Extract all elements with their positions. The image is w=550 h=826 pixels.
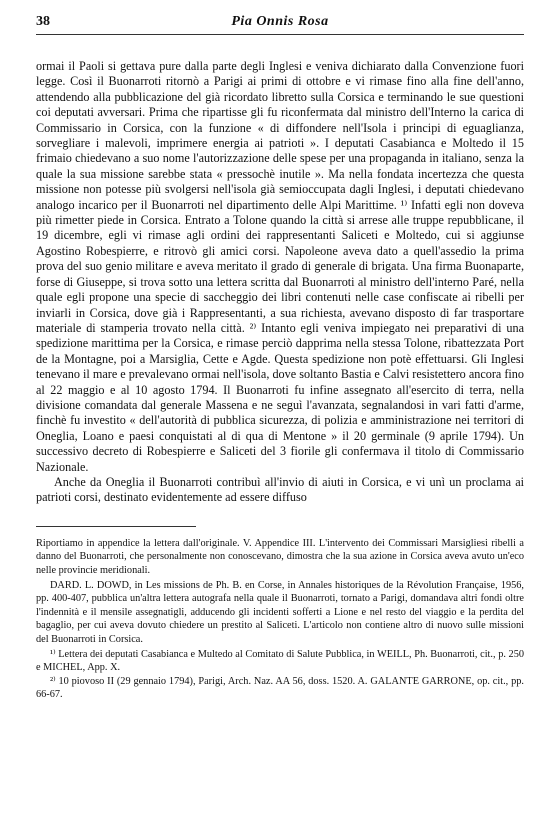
body-paragraph-2: Anche da Oneglia il Buonarroti contribuì all'invio di aiuti in Corsica, e vi unì un proclama ai patrioti corsi, destinato evidentemente ad essere diffuso xyxy=(36,474,524,505)
main-text xyxy=(36,59,524,506)
page-number: 38 xyxy=(36,14,50,29)
footnotes xyxy=(36,537,524,702)
running-title: Pia Onnis Rosa xyxy=(231,14,329,29)
footnote-separator xyxy=(36,526,196,527)
footnote-dowd: DARD. L. DOWD, in Les missions de Ph. B. en Corse, in Annales historiques de la Révolution Française, 1956, pp. 400-407, pubblica un'altra lettera autografa nella quale il Buonarroti, tornato a Parigi, domandava altri fondi oltre l'indennità e il mensile assegnatigli, adducendo gli incidenti sofferti a Lione e nel resto del viaggio e la perdita del bagaglio, per cui aveva dovuto chiedere un prestito al Saliceti. L'articolo non contiene altro di nuovo sulle missioni del Buonarroti in Corsica. xyxy=(36,580,524,645)
footnote-1: ¹⁾ Lettera dei deputati Casabianca e Multedo al Comitato di Salute Pubblica, in WEILL, Ph. Buonarroti, cit., p. 250 e MICHEL, App. X. xyxy=(36,649,524,674)
footnote-appendix: Riportiamo in appendice la lettera dall'originale. V. Appendice III. L'intervento dei Commissari Marsigliesi ribelli a danno del Buonarroti, che personalmente non conoscevano, dimostra che la sua azione in Corsica aveva avuto un'eco nelle provincie meridionali. xyxy=(36,537,524,576)
body-paragraph-1: ormai il Paoli si gettava pure dalla parte degli Inglesi e veniva dichiarato dalla Convenzione fuori legge. Così il Buonarroti ritornò a Parigi ai primi di ottobre e vi rimase fino alla fine dell'anno, attendendo alla pubblicazione del già ricordato libretto sulla Corsica e terminando le sue questioni coi deputati avversari. Prima che ripartisse gli fu riconfermata dal ministro dell'Interno la carica di Commissario in Corsica, con la funzione « di diffondere nell'Isola i principi di eguaglianza, sorvegliare i malevoli, imprimere energia ai patrioti ». I deputati Casabianca e Moltedo il 15 frimaio chiedevano a suo nome l'autorizzazione delle spese per una propaganda in italiano, senza la quale la sua missione sarebbe stata « pressochè inutile ». Ma nella fondata incertezza che questa missione non potesse più svolgersi nell'isola già semioccupata dagli Inglesi, i deputati chiedevano analogo incarico per il Buonarroti nel dipartimento delle Alpi Marittime. ¹⁾ Infatti egli non doveva più rimetter piede in Corsica. Entrato a Tolone quando la città si arrese alle truppe repubblicane, il 19 dicembre, egli vi rimase agli ordini dei rappresentanti Saliceti e Moltedo, cui si aggiunse Agostino Robespierre, e ritrovò gli amici corsi. Napoleone aveva dato a quell'assedio la prima prova del suo genio militare e aveva meritato il grado di generale di brigata. Una firma Buonaparte, forse di Giuseppe, si trova sotto una lettera scritta dal Buonarroti al ministro dell'interno Paré, nella quale egli propone una specie di saccheggio dei libri contenuti nelle case confiscate ai ribelli per inviarli in Corsica, dove già i Rappresentanti, a sua richiesta, avevano disposto di far trasportare materiale di stamperia trovato nella città. ²⁾ Intanto egli veniva impiegato nei preparativi di una spedizione marittima per la Corsica, e rimase perciò dapprima nella stessa Tolone, ribattezzata Port de la Montagne, poi a Marsiglia, Cette e Agde. Questa spedizione non potè effettuarsi. Gli Inglesi tenevano il mare e prevalevano ormai nell'isola, dove soltanto Bastia e Calvi resistettero ancora fino al 22 maggio e al 10 agosto 1794. Il Buonarroti fu infine assegnato all'esercito di terra, nella divisione comandata dal generale Massena e ne seguì l'avanzata, segnalandosi in vari fatti d'arme, finchè fu investito « dell'autorità di pubblica sicurezza, di polizia e amministrazione nei territori di Oneglia, Loano e paesi conquistati al di qua di Mentone » il 20 germinale (9 aprile 1794). Un successivo decreto di Robespierre e Saliceti del 3 fiorile gli confermava il titolo di Commissario Nazionale. xyxy=(36,59,524,474)
page-header xyxy=(36,12,524,35)
book-page xyxy=(36,12,524,702)
footnote-2: ²⁾ 10 piovoso II (29 gennaio 1794), Parigi, Arch. Naz. AA 56, doss. 1520. A. GALANTE GARRONE, op. cit., pp. 66-67. xyxy=(36,675,524,701)
